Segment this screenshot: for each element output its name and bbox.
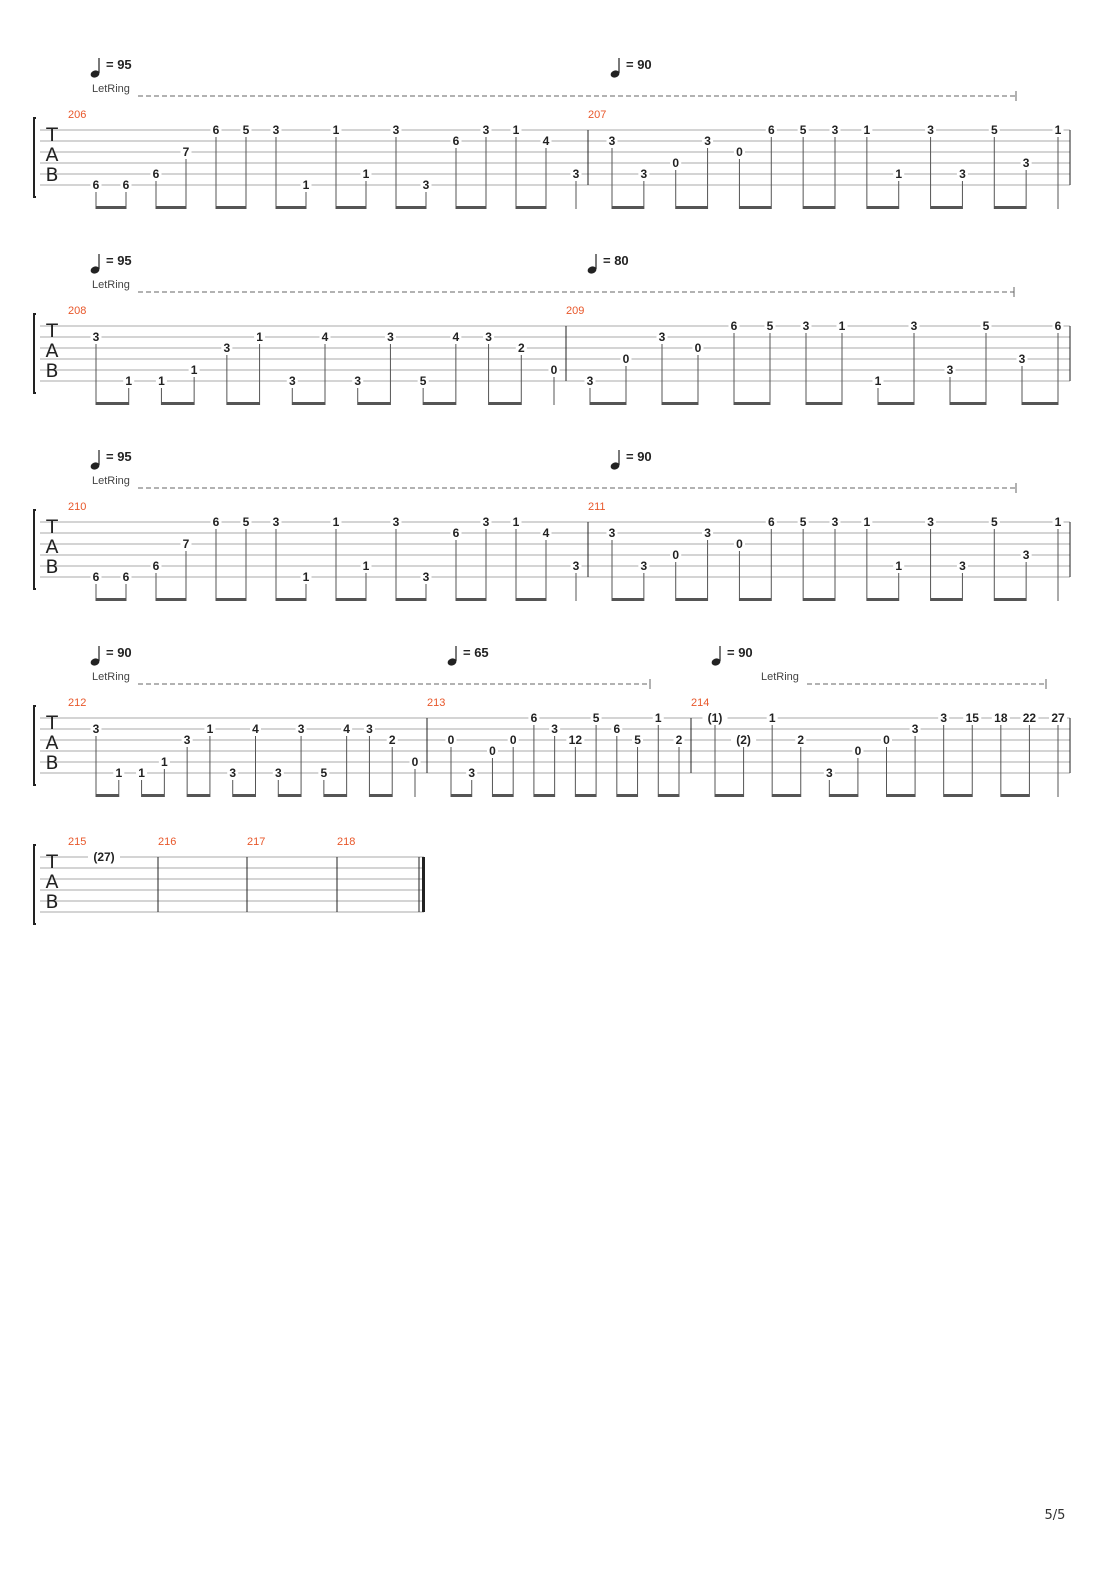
fret-number: 3 [911,722,919,736]
fret-number: 7 [182,537,190,551]
beam [1022,402,1058,405]
beam [739,598,771,601]
fret-number: 3 [366,722,373,736]
beam [662,402,698,405]
beam [187,794,210,797]
beam [96,402,129,405]
tab-clef-letter: B [45,752,59,774]
beam [456,598,486,601]
fret-number: 3 [640,559,648,573]
fret-number: 5 [766,319,774,333]
beam [396,206,426,209]
fret-number: 3 [608,526,616,540]
fret-number: 1 [256,330,263,344]
fret-number: 3 [572,167,580,181]
fret-number: 1 [838,319,846,333]
measure-number: 209 [566,305,585,317]
fret-number: 5 [990,515,998,529]
fret-number: 3 [658,330,666,344]
tempo-label: = 95 [106,253,132,268]
fret-number: 27 [1051,711,1065,725]
beam [96,794,119,797]
fret-number: 0 [489,744,496,758]
measure-number: 213 [427,697,446,709]
fret-number: (1) [707,711,723,725]
beam [931,598,963,601]
fret-number: 3 [272,123,280,137]
tab-clef-letter: A [45,732,59,754]
tab-clef-letter: T [46,320,58,342]
fret-number: 5 [419,374,427,388]
fret-number: 3 [608,134,616,148]
fret-number: 0 [672,156,680,170]
fret-number: 3 [940,711,948,725]
fret-number: 3 [831,515,839,529]
fret-number: 0 [550,363,558,377]
beam [739,206,771,209]
measure-number: 212 [68,697,87,709]
measure-number: 211 [588,501,606,513]
system-bracket [34,510,36,589]
fret-number: 1 [895,167,903,181]
measure-number: 218 [337,836,356,848]
fret-number: 1 [206,722,214,736]
beam [658,794,679,797]
fret-number: 3 [927,515,934,529]
fret-number: 5 [982,319,990,333]
beam [806,402,842,405]
fret-number: 0 [736,145,743,159]
beam [676,598,708,601]
beam [216,598,246,601]
fret-number: 3 [959,167,966,181]
beam [803,598,835,601]
fret-number: 3 [1018,352,1026,366]
fret-number: 0 [622,352,630,366]
beam [324,794,347,797]
fret-number: 3 [288,374,296,388]
beam [292,402,325,405]
fret-number: 3 [1022,548,1030,562]
fret-number: 3 [910,319,918,333]
fret-number: 1 [512,515,520,529]
measure-number: 215 [68,836,87,848]
fret-number: 6 [1054,319,1062,333]
beam [676,206,708,209]
fret-number: 18 [994,711,1008,725]
fret-number: 0 [883,733,890,747]
fret-number: (2) [736,733,751,747]
fret-number: 1 [190,363,198,377]
fret-number: 4 [542,134,550,148]
fret-number: 12 [568,733,583,747]
fret-number: 3 [387,330,394,344]
fret-number: 6 [767,515,775,529]
tab-clef-letter: A [45,144,59,166]
beam [590,402,626,405]
fret-number: 2 [388,733,396,747]
beam [887,794,916,797]
fret-number: 1 [895,559,903,573]
fret-number: 3 [946,363,954,377]
fret-number: 3 [640,167,648,181]
tempo-label: = 90 [626,449,652,464]
tab-clef-letter: A [45,340,59,362]
fret-number: 6 [212,123,220,137]
let-ring-label: LetRing [761,671,799,683]
beam [516,598,546,601]
tab-clef-letter: T [46,124,58,146]
fret-number: 4 [252,722,259,736]
beam [867,598,899,601]
fret-number: 1 [768,711,776,725]
fret-number: 5 [634,733,641,747]
beam [931,206,963,209]
fret-number: 3 [468,766,476,780]
beam [396,598,426,601]
fret-number: 3 [831,123,839,137]
tab-clef-letter: B [45,164,59,186]
beam [142,794,165,797]
stem-layer [96,137,1058,797]
beam [336,598,366,601]
let-ring-label: LetRing [92,279,130,291]
beam [227,402,260,405]
fret-number: 3 [959,559,966,573]
let-ring-label: LetRing [92,83,130,95]
beam [96,598,126,601]
fret-number: 3 [392,515,400,529]
fret-number: 6 [730,319,738,333]
fret-number: 1 [332,123,340,137]
beam [96,206,126,209]
tempo-label: = 90 [106,645,132,660]
fret-number: 5 [242,515,250,529]
beam [803,206,835,209]
beam [358,402,391,405]
beam [276,206,306,209]
beam [456,206,486,209]
beam [156,206,186,209]
tab-clef-letter: T [46,712,58,734]
fret-number: 6 [92,570,100,584]
system-bracket [34,706,36,785]
tab-clef-letter: B [45,891,59,913]
tempo-label: = 90 [727,645,753,660]
fret-number: 6 [152,559,160,573]
beam [734,402,770,405]
fret-number: 3 [297,722,305,736]
fret-number: 3 [825,766,833,780]
fret-number: 7 [182,145,190,159]
fret-number: 2 [675,733,683,747]
fret-number: 3 [551,722,558,736]
fret-number: 5 [799,123,807,137]
fret-number: 3 [229,766,237,780]
tab-clef-letter: A [45,536,59,558]
fret-number: 0 [694,341,702,355]
fret-number: 3 [802,319,810,333]
system-bracket [34,845,36,924]
beam [492,794,513,797]
fret-number: 6 [767,123,775,137]
beam [369,794,392,797]
fret-number: 4 [452,330,460,344]
measure-number: 210 [68,501,87,513]
beam [534,794,555,797]
fret-number: 1 [1054,515,1062,529]
measure-number: 217 [247,836,266,848]
fret-number: 0 [854,744,862,758]
beam [944,794,973,797]
fret-number: 0 [672,548,680,562]
fret-number: 6 [530,711,538,725]
fret-number: 5 [990,123,998,137]
fret-number: 1 [362,559,370,573]
fret-number: 1 [874,374,882,388]
beam [278,794,301,797]
fret-number: 3 [704,134,711,148]
fret-number: 3 [482,515,490,529]
fret-number: 3 [223,341,231,355]
fret-number: 6 [452,526,460,540]
final-bar-thick [422,857,425,912]
beam [423,402,456,405]
tab-clef-letter: B [45,556,59,578]
fret-number: 3 [392,123,400,137]
fret-number: 1 [115,766,123,780]
fret-number: 3 [485,330,492,344]
fret-number: 6 [452,134,460,148]
fret-number: 0 [509,733,517,747]
fret-number: 5 [799,515,807,529]
beam [161,402,194,405]
let-ring-label: LetRing [92,671,130,683]
fret-number: 15 [965,711,979,725]
fret-number: 3 [422,570,430,584]
fret-number: 0 [447,733,455,747]
fret-number: 6 [613,722,621,736]
fret-number: 1 [158,374,165,388]
fret-number: 3 [927,123,934,137]
fret-number: 3 [92,722,100,736]
tab-clef-letter: T [46,516,58,538]
fret-number: 3 [354,374,362,388]
fret-number: 4 [321,330,329,344]
fret-number: 5 [592,711,600,725]
fret-number: 6 [92,178,100,192]
fret-number: 4 [542,526,550,540]
fret-number: 3 [92,330,100,344]
measure-number: 208 [68,305,87,317]
fret-number: 3 [704,526,711,540]
tempo-label: = 65 [463,645,489,660]
fret-number: 3 [586,374,594,388]
fret-number: 1 [362,167,370,181]
fret-number: 3 [482,123,490,137]
measure-number: 214 [691,697,710,709]
system-bracket [34,118,36,197]
fret-number: 5 [242,123,250,137]
page-number: 5/5 [1044,1508,1066,1523]
beam [336,206,366,209]
measure-number: 216 [158,836,177,848]
measure-number: 207 [588,109,607,121]
beam [867,206,899,209]
fret-number: 3 [572,559,580,573]
fret-number: 1 [302,178,310,192]
beam [950,402,986,405]
fret-number: 1 [863,515,871,529]
staff-layer [34,118,1070,924]
beam [878,402,914,405]
beam [994,206,1026,209]
fret-number: 1 [1054,123,1062,137]
beam [994,598,1026,601]
beam [829,794,858,797]
fret-number: 6 [152,167,160,181]
beam [612,206,644,209]
measure-number: 206 [68,109,87,121]
fret-number: 6 [122,178,130,192]
tempo-label: = 95 [106,57,132,72]
fret-number: 1 [161,755,168,769]
fret-number: 1 [654,711,662,725]
beam [451,794,472,797]
fret-number: 3 [422,178,430,192]
beam [216,206,246,209]
fret-number: 3 [183,733,191,747]
fret-number: 2 [797,733,805,747]
fret-number: 0 [411,755,419,769]
beam [617,794,638,797]
tab-clef-letter: B [45,360,59,382]
tempo-label: = 80 [603,253,629,268]
system-bracket [34,314,36,393]
fret-number: 2 [517,341,525,355]
fret-number: 3 [272,515,280,529]
beam [233,794,256,797]
fret-number: 5 [320,766,328,780]
beam [1001,794,1030,797]
tempo-label: = 95 [106,449,132,464]
fret-number: (27) [93,850,115,864]
fret-number: 3 [274,766,282,780]
beam [489,402,522,405]
tab-clef-letter: A [45,871,59,893]
fret-number: 4 [343,722,350,736]
fret-number: 22 [1022,711,1037,725]
fret-number: 1 [125,374,133,388]
fret-number: 6 [122,570,130,584]
fret-number: 1 [332,515,340,529]
let-ring-label: LetRing [92,475,130,487]
beam [772,794,801,797]
fret-number: 0 [736,537,743,551]
tempo-label: = 90 [626,57,652,72]
fret-number: 6 [212,515,220,529]
beam [156,598,186,601]
tab-clef-letter: T [46,851,58,873]
beam [575,794,596,797]
fret-number: 1 [863,123,871,137]
fret-number: 3 [1022,156,1030,170]
beam [612,598,644,601]
beam [715,794,744,797]
beam [516,206,546,209]
fret-number: 1 [138,766,145,780]
fret-number: 1 [302,570,310,584]
beam [276,598,306,601]
fret-number: 1 [512,123,520,137]
